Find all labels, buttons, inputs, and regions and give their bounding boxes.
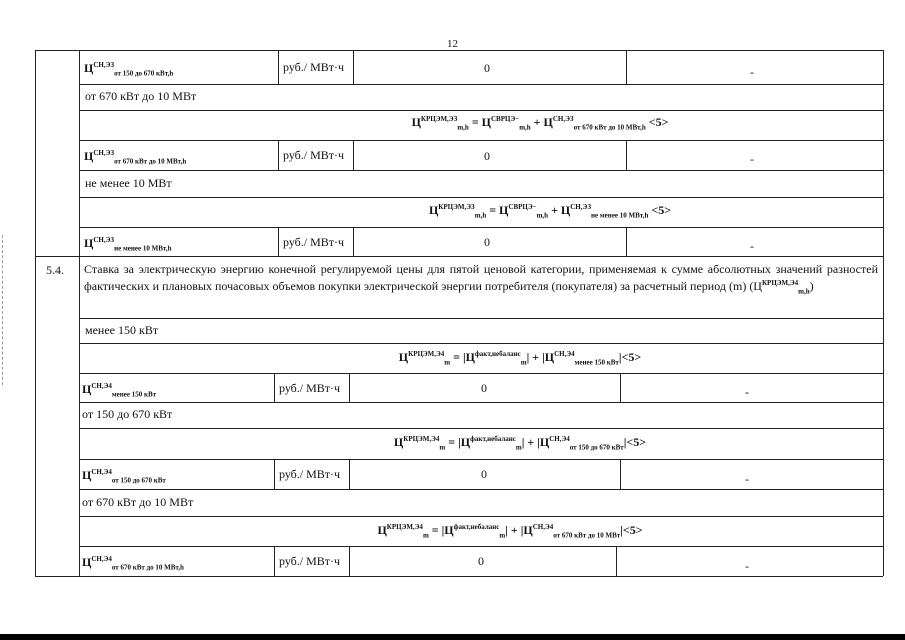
item-description: Ставка за электрическую энергию конечной регулируемой цены для пятой ценовой категории, применяемая к сумме абсолютных значений разностей фактических и плановых почасовых объемов покупки электрической энергии потребителя (покупателя) за расчетный период (m) $(Ц^{КРЦЭМ,Э4}_{m,h})$ [84,262,878,296]
column-divider [274,373,275,402]
section-label: менее 150 кВт [85,323,159,337]
value-cell: 0 [478,554,484,568]
dash-cell: - [750,239,754,253]
table-left-border [35,50,36,576]
column-divider [353,227,354,256]
value-cell: 0 [484,149,490,163]
scan-edge-marks [2,235,5,385]
formula: $Ц^{КРЦЭМ,Э4}_m = |Ц^{факт,небаланс}_m| + |Ц^{СН,Э4}_{от 150 до 670 кВт}|<5>$ [393,435,647,452]
column-divider [349,373,350,402]
row-divider [79,402,883,403]
row-divider [79,459,883,460]
row-divider [79,373,883,374]
tariff-symbol: $Ц^{СН,ЭЗ}_{от 150 до 670 кВт,h}$ [84,61,174,78]
column-divider [626,227,627,256]
row-divider [79,489,883,490]
column-divider [353,140,354,170]
column-divider [79,50,80,576]
row-divider [79,343,883,344]
page-number: 12 [447,38,458,50]
row-divider [79,110,883,111]
row-divider [79,428,883,429]
value-cell: 0 [481,381,487,395]
dash-cell: - [750,152,754,166]
row-divider [79,546,883,547]
column-divider [274,546,275,576]
column-divider [616,546,617,576]
row-divider [79,227,883,228]
table-right-border [883,50,884,576]
section-label: от 150 до 670 кВт [82,407,173,421]
table-bottom-border [35,576,883,577]
table-top-border [35,50,883,51]
item-number: 5.4. [46,263,64,277]
tariff-symbol: $Ц^{СН,Э4}_{от 150 до 670 кВт}$ [82,468,166,485]
tariff-symbol: $Ц^{СН,ЭЗ}_{от 670 кВт до 10 МВт,h}$ [84,149,187,166]
unit-cell: руб./ МВт·ч [279,467,341,481]
formula: $Ц^{КРЦЭМ,ЭЗ}_{m,h} = Ц^{СВРЦЭ-}_{m,h} + Ц^{СН,ЭЗ}_{не менее 10 МВт,h} <5>$ [428,203,672,220]
value-cell: 0 [484,235,490,249]
unit-cell: руб./ МВт·ч [279,381,341,395]
section-label: от 670 кВт до 10 МВт [85,89,197,103]
column-divider [274,459,275,489]
column-divider [626,50,627,84]
unit-cell: руб./ МВт·ч [283,148,345,162]
formula: $Ц^{КРЦЭМ,ЭЗ}_{m,h} = Ц^{СВРЦЭ-}_{m,h} + Ц^{СН,ЭЗ}_{от 670 кВт до 10 МВт,h} <5>$ [411,115,669,132]
dash-cell: - [750,65,754,79]
column-divider [349,459,350,489]
section-label: от 670 кВт до 10 МВт [82,495,194,509]
unit-cell: руб./ МВт·ч [283,235,345,249]
row-divider [79,140,883,141]
column-divider [620,373,621,402]
dash-cell: - [745,472,749,486]
formula: $Ц^{КРЦЭМ,Э4}_m = |Ц^{факт,небаланс}_m| + |Ц^{СН,Э4}_{менее 150 кВт}|<5>$ [398,350,642,367]
column-divider [353,50,354,84]
column-divider [626,140,627,170]
dash-cell: - [745,559,749,573]
formula: $Ц^{КРЦЭМ,Э4}_m = |Ц^{факт,небаланс}_m| + |Ц^{СН,Э4}_{от 670 кВт до 10 МВт}|<5>$ [377,523,643,540]
row-divider [79,318,883,319]
row-divider [79,516,883,517]
unit-cell: руб./ МВт·ч [279,554,341,568]
column-divider [620,459,621,489]
column-divider [278,50,279,84]
section-label: не менее 10 МВт [85,176,172,190]
dash-cell: - [745,385,749,399]
column-divider [278,227,279,256]
tariff-symbol: $Ц^{СН,Э4}_{от 670 кВт до 10 МВт,h}$ [82,555,184,572]
scan-bottom-edge [0,634,905,640]
value-cell: 0 [484,61,490,75]
unit-cell: руб./ МВт·ч [283,60,345,74]
tariff-symbol: $Ц^{СН,Э4}_{менее 150 кВт}$ [82,382,157,399]
value-cell: 0 [481,467,487,481]
column-divider [349,546,350,576]
row-divider [35,256,883,257]
row-divider [79,84,883,85]
tariff-symbol: $Ц^{СН,ЭЗ}_{не менее 10 МВт,h}$ [84,236,172,253]
row-divider [79,170,883,171]
column-divider [278,140,279,170]
row-divider [79,197,883,198]
